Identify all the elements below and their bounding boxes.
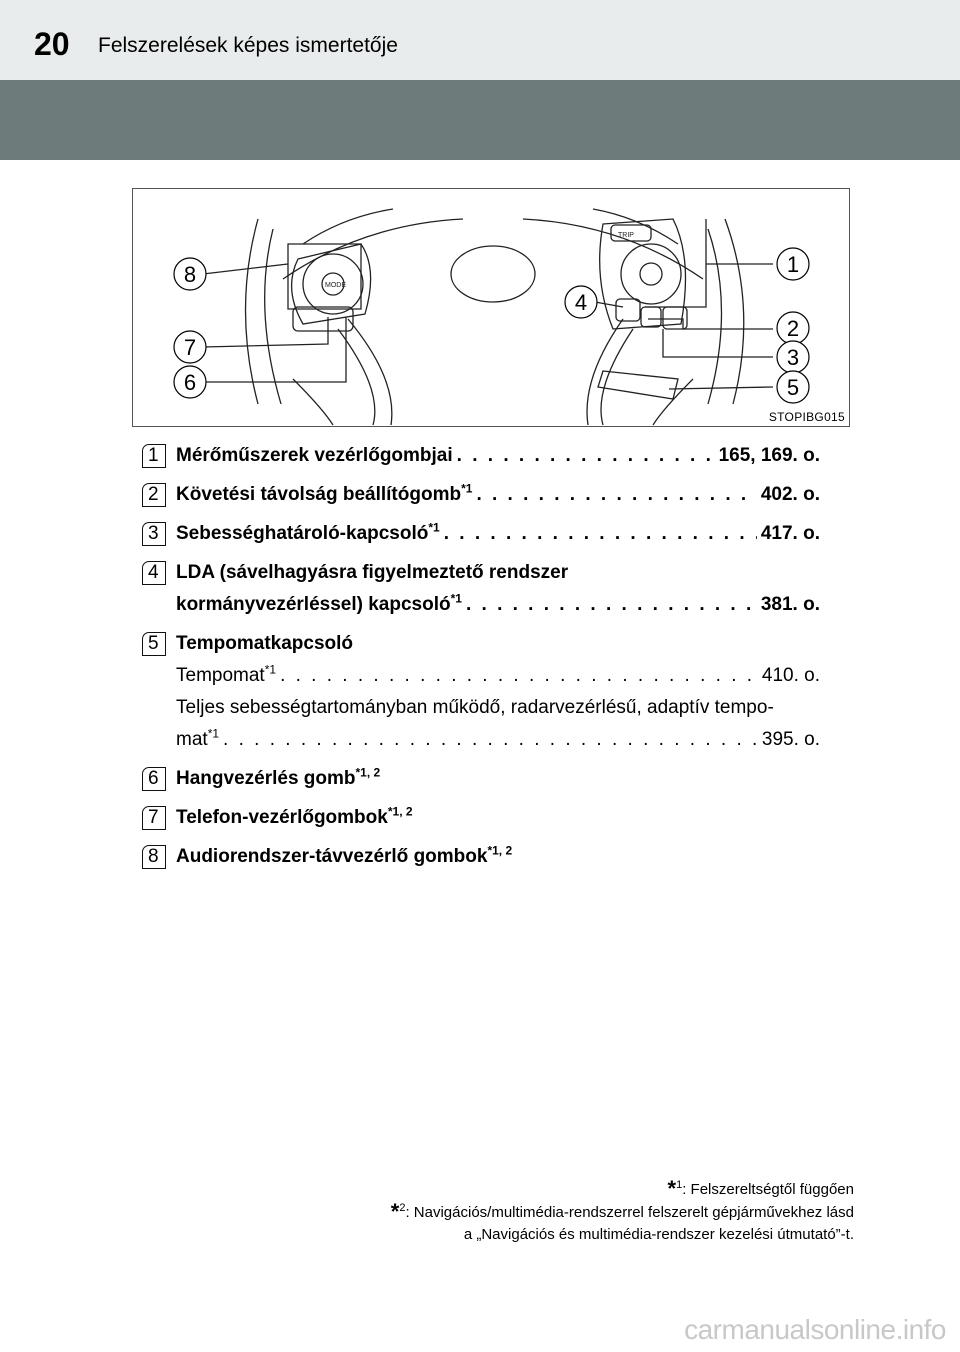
list-item xyxy=(140,628,820,756)
wheel-rim-right-inner xyxy=(708,229,722,404)
leader-dots xyxy=(444,518,757,550)
list-item xyxy=(140,763,820,795)
page-ref: 410. o. xyxy=(761,665,820,686)
callout-6: 6 xyxy=(183,370,197,395)
list-item xyxy=(140,557,820,621)
right-dpad-outer xyxy=(621,244,681,304)
footnote-2: *$^2$: Navigációs/multimédia-rendszerrel felszerelt gépjárművekhez lásd xyxy=(390,1199,854,1224)
figure-code: STOPIBG015 xyxy=(768,410,845,424)
sub-item-label: Tempomat$^{*1}$ xyxy=(176,662,277,686)
item-title: Tempomatkapcsoló xyxy=(176,633,354,654)
item-number-box xyxy=(142,561,166,585)
right-dpad-inner xyxy=(640,263,662,285)
page-number: 20 xyxy=(34,26,70,62)
wheel-rim-right-outer xyxy=(725,219,744,404)
column-left xyxy=(338,329,375,425)
item-title-line1: LDA (sávelhagyásra figyelmeztető rendszer xyxy=(176,562,569,583)
wheel-rim-left-outer xyxy=(246,219,259,404)
item-title-line2: kormányvezérléssel) kapcsoló$^{*1}$ xyxy=(176,591,462,615)
item-title: Mérőműszerek vezérlőgombjai xyxy=(176,445,453,466)
page-ref: 417. o. xyxy=(760,523,820,544)
distance-button xyxy=(641,307,661,327)
list-item xyxy=(140,479,820,511)
sub-item-line1: Teljes sebességtartományban működő, radarvezérlésű, adaptív tempo- xyxy=(176,697,774,718)
item-title: Audiorendszer-távvezérlő gombok$^{*1, 2}$ xyxy=(176,843,513,867)
callout-5: 5 xyxy=(786,375,800,400)
page-ref: 381. o. xyxy=(760,594,820,615)
leader-dots xyxy=(476,479,756,511)
steering-wheel-illustration xyxy=(133,189,849,426)
item-title: Követési távolság beállítógomb$^{*1}$ xyxy=(176,481,473,505)
chapter-title: Felszerelések képes ismertetője xyxy=(98,34,398,57)
footnote-1: *$^1$: Felszereltségtől függően xyxy=(667,1176,854,1201)
leader-3 xyxy=(663,329,773,357)
callout-3: 3 xyxy=(786,345,800,370)
list-item xyxy=(140,440,820,472)
upper-trim-left xyxy=(303,209,393,244)
page-ref: 165, 169. o. xyxy=(718,445,820,466)
leader-2 xyxy=(648,319,773,329)
item-number-box xyxy=(142,483,166,507)
column-right xyxy=(601,329,633,425)
upper-trim-right xyxy=(593,209,678,244)
cruise-lever xyxy=(598,371,678,399)
leader-dots xyxy=(280,660,758,692)
lda-button xyxy=(616,299,640,321)
page-ref: 395. o. xyxy=(761,729,820,750)
lower-trim-right xyxy=(653,379,693,425)
item-number-box xyxy=(142,444,166,468)
item-number: 6 xyxy=(148,768,159,789)
section-band xyxy=(0,80,960,160)
wheel-rim-left-inner xyxy=(265,229,281,404)
callout-4: 4 xyxy=(574,290,588,315)
callout-7: 7 xyxy=(183,335,197,360)
item-number: 8 xyxy=(148,846,159,867)
item-number: 5 xyxy=(148,633,159,654)
center-hub xyxy=(451,246,535,302)
watermark: carmanualsonline.info xyxy=(684,1314,946,1345)
leader-dots xyxy=(457,440,715,472)
item-number: 2 xyxy=(148,484,159,505)
left-phone-buttons xyxy=(293,307,353,331)
legend-list xyxy=(140,440,820,880)
footnote-2-cont: a „Navigációs és multimédia-rendszer kezelési útmutató”-t. xyxy=(463,1226,854,1243)
item-title: Sebességhatároló-kapcsoló$^{*1}$ xyxy=(176,520,440,544)
list-item xyxy=(140,518,820,550)
lower-trim-left xyxy=(293,379,333,425)
item-number: 4 xyxy=(148,562,159,583)
item-title: Hangvezérlés gomb$^{*1, 2}$ xyxy=(176,765,381,789)
leader-dots xyxy=(223,724,758,756)
item-number-box xyxy=(142,522,166,546)
footnotes xyxy=(391,1178,854,1246)
page-ref: 402. o. xyxy=(760,484,820,505)
callout-1: 1 xyxy=(786,252,800,277)
right-pad-housing xyxy=(600,219,686,329)
sub-item-line2: mat$^{*1}$ xyxy=(176,726,220,750)
item-number-box xyxy=(142,767,166,791)
column-left-2 xyxy=(348,319,392,425)
steering-wheel-figure xyxy=(132,188,850,427)
item-number-box xyxy=(142,632,166,656)
spoke-right xyxy=(523,219,703,279)
callout-2: 2 xyxy=(786,316,800,341)
callout-8: 8 xyxy=(183,262,197,287)
leader-4 xyxy=(595,302,623,307)
list-item xyxy=(140,802,820,834)
trip-label: TRIP xyxy=(618,232,634,239)
leader-6 xyxy=(203,317,346,382)
spoke-left xyxy=(283,219,463,279)
leader-dots xyxy=(466,589,757,621)
item-number: 3 xyxy=(148,523,159,544)
mode-label: MODE xyxy=(325,282,346,289)
item-title: Telefon-vezérlőgombok$^{*1, 2}$ xyxy=(176,804,413,828)
list-item xyxy=(140,841,820,873)
item-number-box xyxy=(142,845,166,869)
item-number: 7 xyxy=(148,807,159,828)
item-number-box xyxy=(142,806,166,830)
item-number: 1 xyxy=(148,445,159,466)
